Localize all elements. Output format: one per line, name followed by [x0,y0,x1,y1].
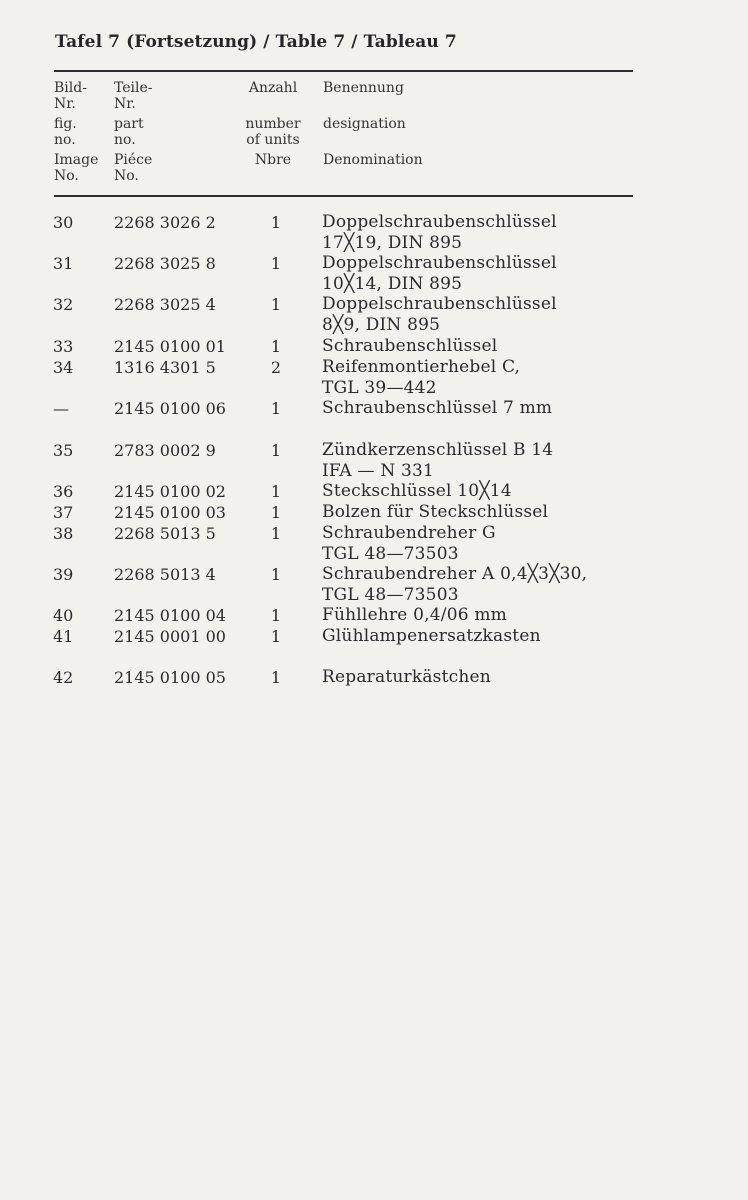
image-number: 42 [53,668,74,687]
designation-line: IFA — N 331 [322,461,435,481]
quantity: 1 [270,441,282,460]
designation-line: Schraubendreher A 0,4╳3╳30, [322,564,588,584]
designation [322,357,652,399]
quantity: 1 [270,254,282,273]
header-line: designation [323,116,406,132]
quantity: 1 [270,627,282,646]
header-line [323,132,423,148]
header-line: no. [114,132,136,148]
header-line: Image [54,152,99,168]
header-line: Teile- [114,80,153,96]
part-number: 2145 0100 01 [114,337,226,356]
part-number: 2268 3025 8 [114,254,216,273]
header-line: Denomination [323,152,423,168]
image-number: 32 [53,295,74,314]
quantity: 1 [270,606,282,625]
quantity: 1 [270,213,282,232]
part-number: 2145 0100 04 [114,606,226,625]
image-number: 31 [53,254,74,273]
header-line: Bild- [54,80,87,96]
designation-line: Schraubenschlüssel [322,336,498,356]
designation-line: 17╳19, DIN 895 [322,233,463,253]
part-number: 2268 3026 2 [114,213,216,232]
part-number: 2783 0002 9 [114,441,216,460]
header-designation [323,80,423,168]
part-number: 2145 0001 00 [114,627,226,646]
header-image-no [54,80,98,184]
designation-line: TGL 48—73503 [322,585,459,605]
image-number: 33 [53,337,74,356]
header-line: number [245,116,301,132]
header-line: Nr. [54,96,76,112]
designation [322,481,652,502]
page-title: Tafel 7 (Fortsetzung) / Table 7 / Tableau 7 [55,32,457,52]
designation [322,605,652,626]
designation [322,440,652,482]
designation [322,398,652,419]
designation-line: Steckschlüssel 10╳14 [322,481,512,501]
header-bottom-rule [54,195,633,197]
part-number: 2145 0100 03 [114,503,226,522]
header-quantity [238,80,308,168]
designation-line: Schraubenschlüssel 7 mm [322,398,553,418]
image-number: — [53,399,69,418]
designation-line: Reparaturkästchen [322,667,491,687]
header-line: Anzahl [248,80,298,96]
quantity: 1 [270,399,282,418]
header-part-no [114,80,153,184]
designation-line: Glühlampenersatzkasten [322,626,541,646]
header-line: Nbre [254,152,292,168]
quantity: 1 [270,524,282,543]
part-number: 2268 3025 4 [114,295,216,314]
image-number: 36 [53,482,74,501]
quantity: 1 [270,482,282,501]
designation-line: 10╳14, DIN 895 [322,274,463,294]
designation-line: Doppelschraubenschlüssel [322,253,557,273]
image-number: 34 [53,358,74,377]
designation-line: Schraubendreher G [322,523,496,543]
header-line: no. [54,132,76,148]
image-number: 38 [53,524,74,543]
image-number: 41 [53,627,74,646]
designation-line: Doppelschraubenschlüssel [322,212,557,232]
header-top-rule [54,70,633,72]
designation-line: Fühllehre 0,4/06 mm [322,605,508,625]
image-number: 35 [53,441,74,460]
header-line [323,96,423,112]
designation-line: Doppelschraubenschlüssel [322,294,557,314]
image-number: 37 [53,503,74,522]
designation [322,564,652,606]
image-number: 39 [53,565,74,584]
header-line: No. [54,168,79,184]
designation [322,336,652,357]
part-number: 2145 0100 05 [114,668,226,687]
quantity: 1 [270,565,282,584]
part-number: 2268 5013 5 [114,524,216,543]
designation [322,667,652,688]
image-number: 40 [53,606,74,625]
quantity: 1 [270,295,282,314]
designation-line: Bolzen für Steckschlüssel [322,502,549,522]
designation [322,502,652,523]
header-line: part [114,116,144,132]
part-number: 2268 5013 4 [114,565,216,584]
quantity: 2 [270,358,282,377]
part-number: 2145 0100 02 [114,482,226,501]
designation-line: TGL 48—73503 [322,544,459,564]
header-line: fig. [54,116,77,132]
header-line: of units [246,132,300,148]
designation [322,523,652,565]
designation [322,294,652,336]
designation-line: 8╳9, DIN 895 [322,315,441,335]
designation [322,253,652,295]
designation-line: Zündkerzenschlüssel B 14 [322,440,554,460]
quantity: 1 [270,337,282,356]
quantity: 1 [270,503,282,522]
header-line: Benennung [323,80,404,96]
header-line [238,96,308,112]
header-line: Nr. [114,96,136,112]
part-number: 1316 4301 5 [114,358,216,377]
designation [322,626,652,647]
quantity: 1 [270,668,282,687]
header-line: Piéce [114,152,153,168]
part-number: 2145 0100 06 [114,399,226,418]
designation [322,212,652,254]
image-number: 30 [53,213,74,232]
designation-line: Reifenmontierhebel C, [322,357,521,377]
designation-line: TGL 39—442 [322,378,437,398]
header-line: No. [114,168,139,184]
